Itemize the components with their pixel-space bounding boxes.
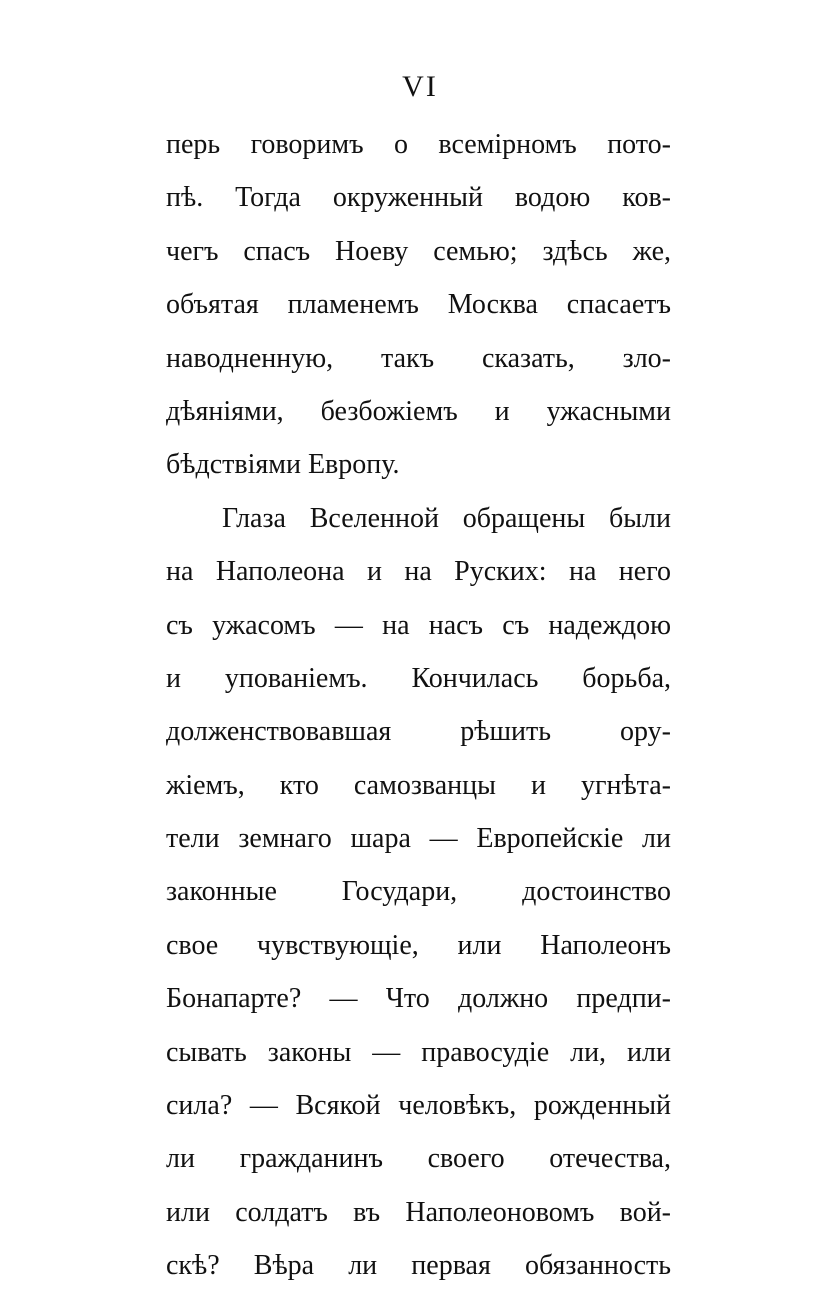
text-line: перь говоримъ о всемірномъ пото- [166, 129, 671, 160]
text-line: сывать законы — правосудіе ли, или [166, 1036, 671, 1068]
text-line: или солдатъ въ Наполеоновомъ вой- [166, 1196, 671, 1228]
text-line: Глаза Вселенной обращены были [222, 502, 671, 534]
text-line: скѣ? Вѣра ли первая обязанность [166, 1250, 671, 1282]
text-line: наводненную, такъ сказать, зло- [166, 342, 671, 374]
text-line: на Наполеона и на Руских: на него [166, 556, 671, 588]
text-line: жіемъ, кто самозванцы и угнѣта- [166, 769, 671, 801]
text-line: чегъ спасъ Ноеву семью; здѣсь же, [166, 235, 671, 267]
text-line: ли гражданинъ своего отечества, [166, 1143, 671, 1175]
body-text [166, 118, 671, 1293]
text-line: долженствовавшая рѣшить ору- [166, 716, 671, 748]
text-line: дѣяніями, безбожіемъ и ужасными [166, 395, 671, 427]
text-line: законные Государи, достоинство [166, 876, 671, 908]
text-line: и упованіемъ. Кончилась борьба, [166, 662, 671, 694]
text-line: объятая пламенемъ Москва спасаетъ [166, 289, 671, 321]
text-line: бѣдствіями Европу. [166, 449, 400, 481]
text-line: Бонапарте? — Что должно предпи- [166, 983, 671, 1015]
page-number: VI [402, 70, 438, 103]
text-line: сила? — Всякой человѣкъ, рожденный [166, 1090, 671, 1122]
text-line: съ ужасомъ — на насъ съ надеждою [166, 609, 671, 641]
text-line: пѣ. Тогда окруженный водою ков- [166, 182, 671, 214]
text-line: тели земнаго шара — Европейскіе ли [166, 823, 671, 855]
text-line: свое чувствующіе, или Наполеонъ [166, 929, 671, 961]
